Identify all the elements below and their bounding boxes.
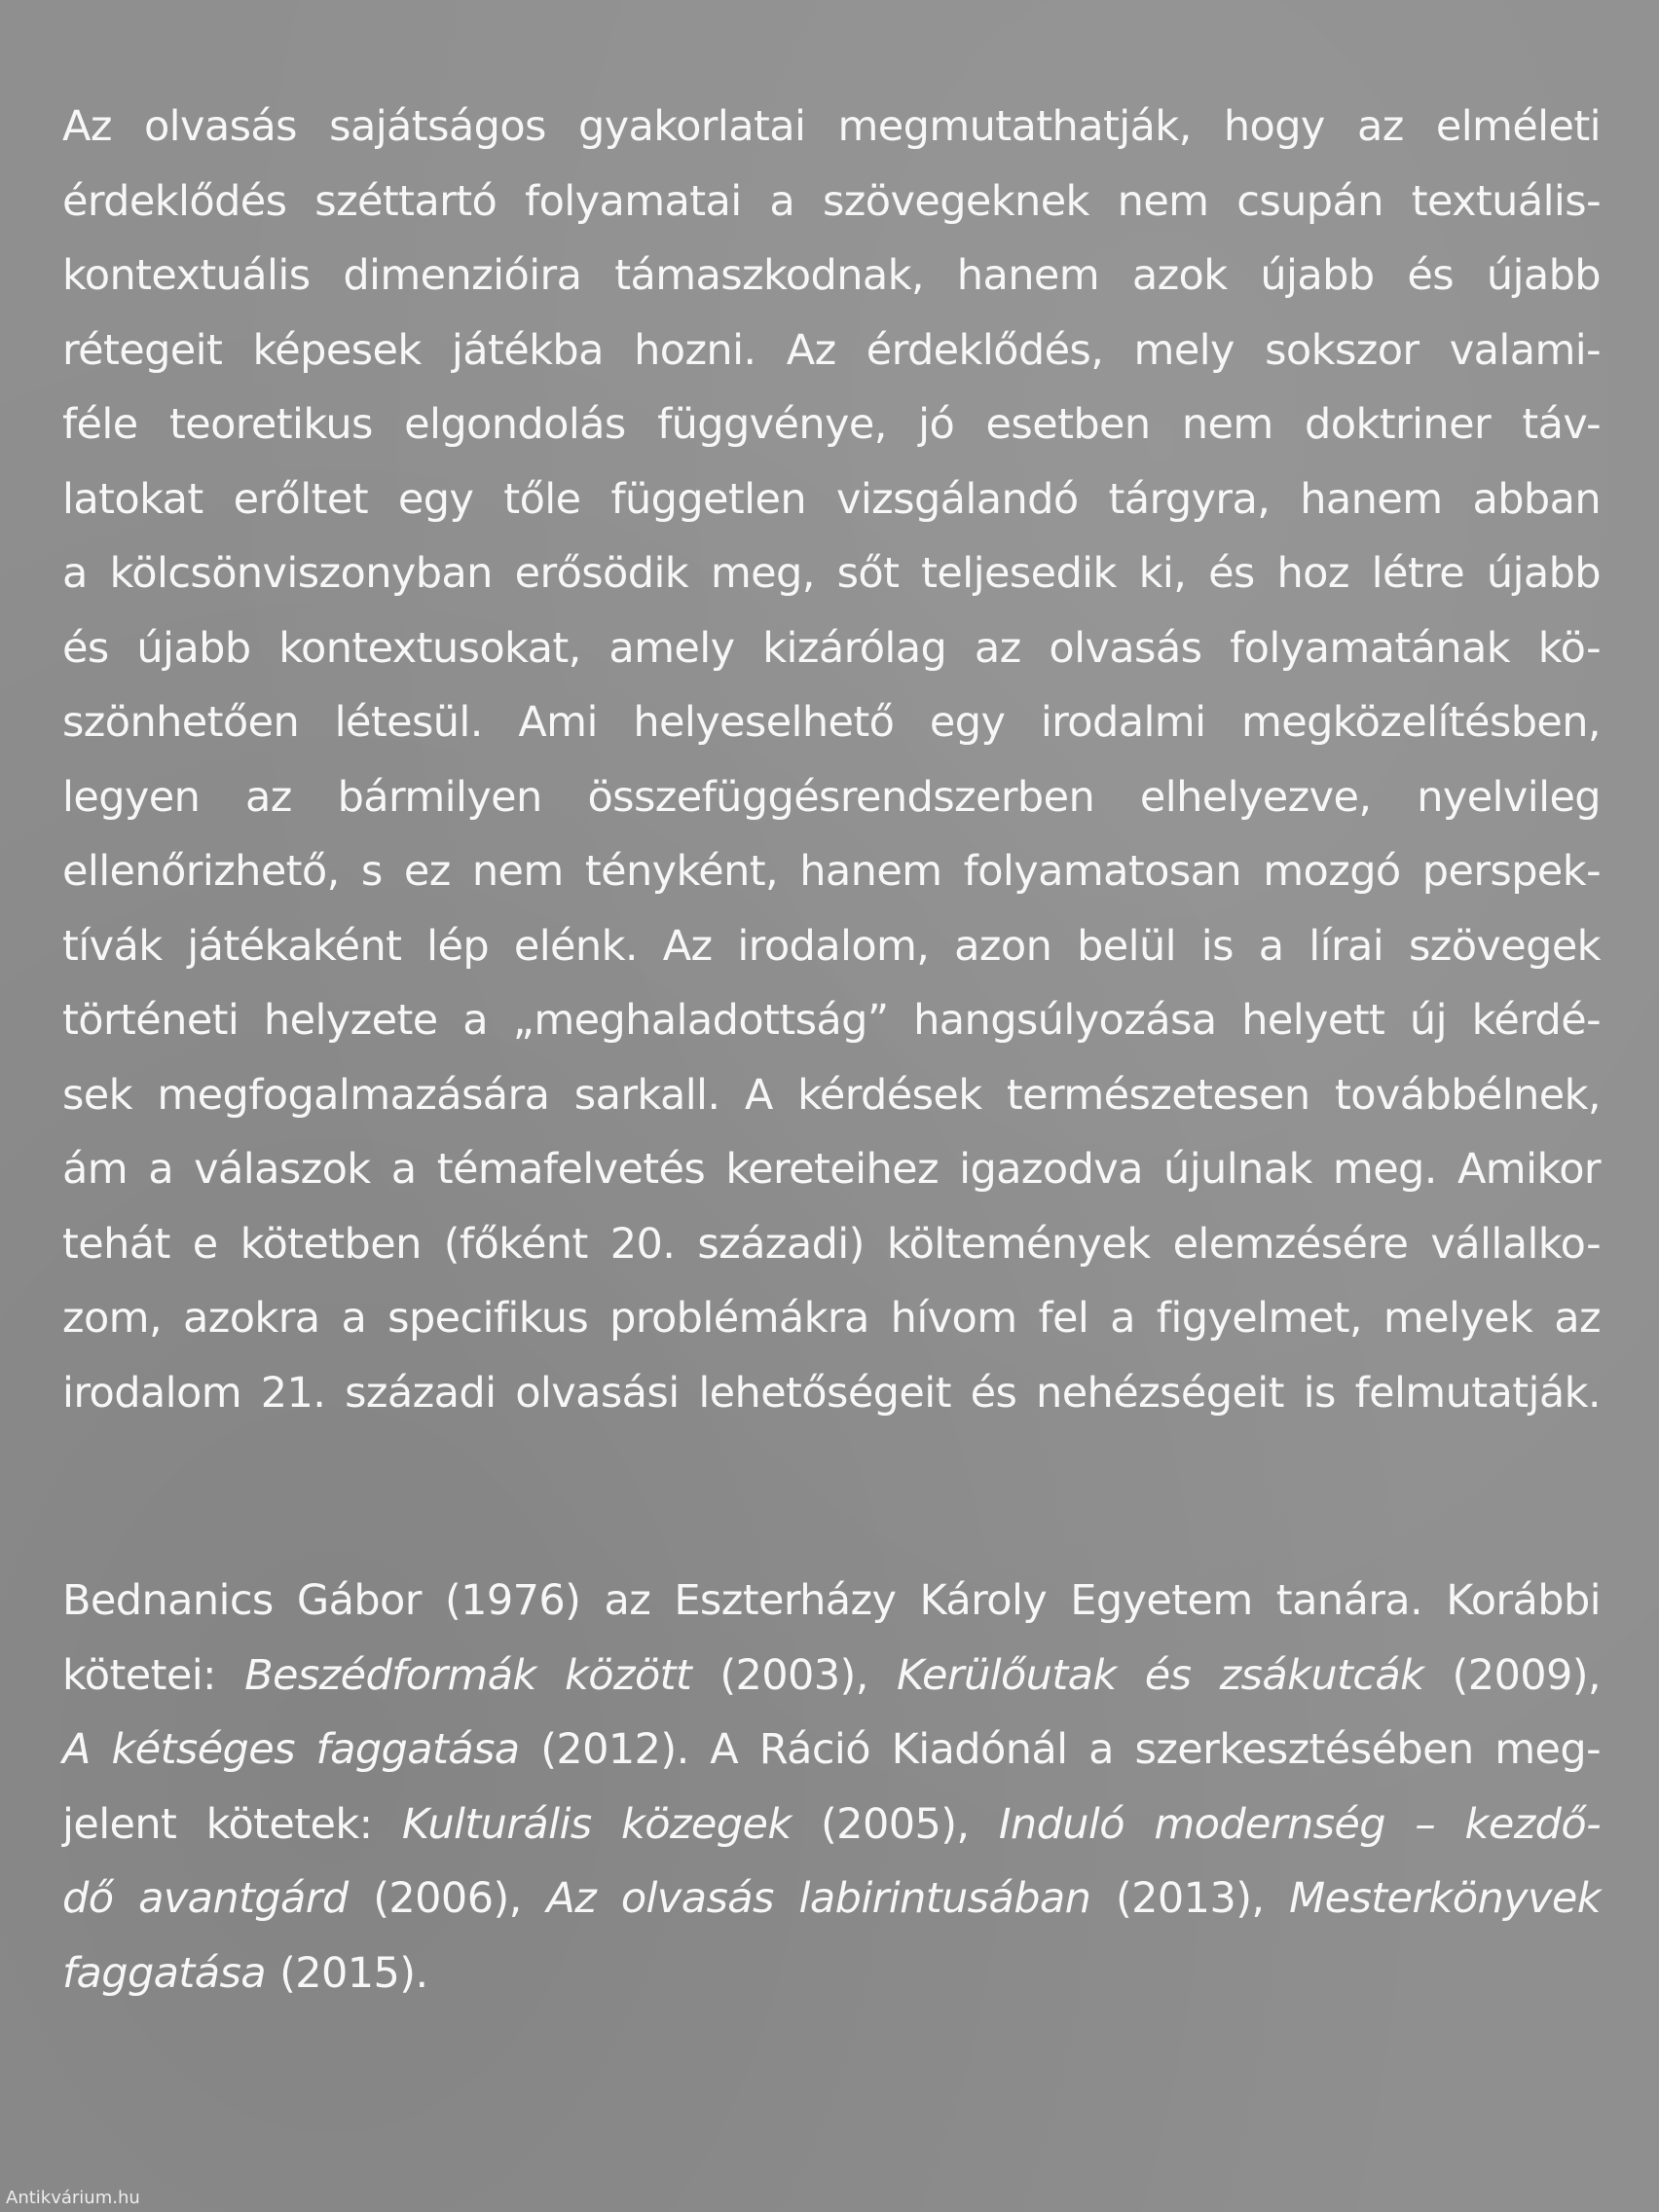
- text-line: legyen az bármilyen összefüggésrendszerben elhelyezve, nyelvileg: [62, 772, 1601, 822]
- text-line: [62, 1862, 1601, 1936]
- book-title: faggatása: [62, 1948, 266, 1998]
- book-title: Kulturális közegek: [401, 1799, 792, 1849]
- book-title: Az olvasás labirintusában: [546, 1874, 1091, 1923]
- text-line: ám a válaszok a témafelvetés kereteihez igazodva újulnak meg. Amikor: [62, 1145, 1601, 1194]
- book-title: A kétséges faggatása: [62, 1725, 520, 1774]
- text-line: kontextuális dimenzióira támaszkodnak, hanem azok újabb és újabb: [62, 251, 1601, 300]
- text-line: irodalom 21. századi olvasási lehetőségeit és nehézségeit is felmutatják.: [62, 1368, 1601, 1418]
- bio-text: (2012). A Ráció Kiadónál a szerkesztésében meg-: [519, 1725, 1601, 1774]
- bio-text: (2005),: [791, 1799, 999, 1849]
- text-line: [62, 1639, 1601, 1714]
- text-line: féle teoretikus elgondolás függvénye, jó esetben nem doktriner táv-: [62, 400, 1601, 449]
- bio-text: kötetei:: [62, 1650, 245, 1700]
- bio-text: (2015).: [266, 1948, 428, 1998]
- text-line: a kölcsönviszonyban erősödik meg, sőt teljesedik ki, és hoz létre újabb: [62, 549, 1601, 598]
- bio-text: (2006),: [348, 1874, 547, 1923]
- bio-text: (2003),: [691, 1650, 897, 1700]
- book-description-paragraph: [62, 90, 1601, 1430]
- bio-text: (2013),: [1090, 1874, 1290, 1923]
- text-line: tehát e kötetben (főként 20. századi) költemények elemzésére vállalko-: [62, 1219, 1601, 1269]
- text-line: zom, azokra a specifikus problémákra hívom fel a figyelmet, melyek az: [62, 1294, 1601, 1343]
- text-line: [62, 1936, 1601, 2011]
- book-title: dő avantgárd: [62, 1874, 349, 1923]
- book-title: Induló modernség – kezdő-: [998, 1799, 1602, 1849]
- text-line: [62, 1713, 1601, 1788]
- text-line: sek megfogalmazására sarkall. A kérdések természetesen továbbélnek,: [62, 1070, 1601, 1120]
- author-bio-paragraph: [62, 1564, 1601, 2010]
- book-title: Mesterkönyvek: [1289, 1874, 1601, 1923]
- watermark-text: Antikvárium.hu: [6, 2188, 140, 2208]
- book-title: Kerülőutak és zsákutcák: [896, 1650, 1424, 1700]
- text-line: történeti helyzete a „meghaladottság” hangsúlyozása helyett új kérdé-: [62, 996, 1601, 1045]
- text-line: érdeklődés széttartó folyamatai a szövegeknek nem csupán textuális-: [62, 176, 1601, 226]
- text-line: rétegeit képesek játékba hozni. Az érdeklődés, mely sokszor valami-: [62, 325, 1601, 375]
- text-line: latokat erőltet egy tőle független vizsgálandó tárgyra, hanem abban: [62, 474, 1601, 524]
- text-line: ellenőrizhető, s ez nem tényként, hanem folyamatosan mozgó perspek-: [62, 847, 1601, 896]
- text-line: [62, 1788, 1601, 1862]
- bio-text: jelent kötetek:: [62, 1799, 402, 1849]
- text-line: Az olvasás sajátságos gyakorlatai megmutathatják, hogy az elméleti: [62, 102, 1601, 151]
- text-line: [62, 1564, 1601, 1639]
- bio-text: (2009),: [1423, 1650, 1602, 1700]
- book-title: Beszédformák között: [244, 1650, 692, 1700]
- text-line: szönhetően létesül. Ami helyeselhető egy irodalmi megközelítésben,: [62, 698, 1601, 747]
- text-line: tívák játékaként lép elénk. Az irodalom, azon belül is a lírai szövegek: [62, 921, 1601, 971]
- bio-text: Bednanics Gábor (1976) az Eszterházy Károly Egyetem tanára. Korábbi: [62, 1576, 1601, 1625]
- text-line: és újabb kontextusokat, amely kizárólag az olvasás folyamatának kö-: [62, 623, 1601, 673]
